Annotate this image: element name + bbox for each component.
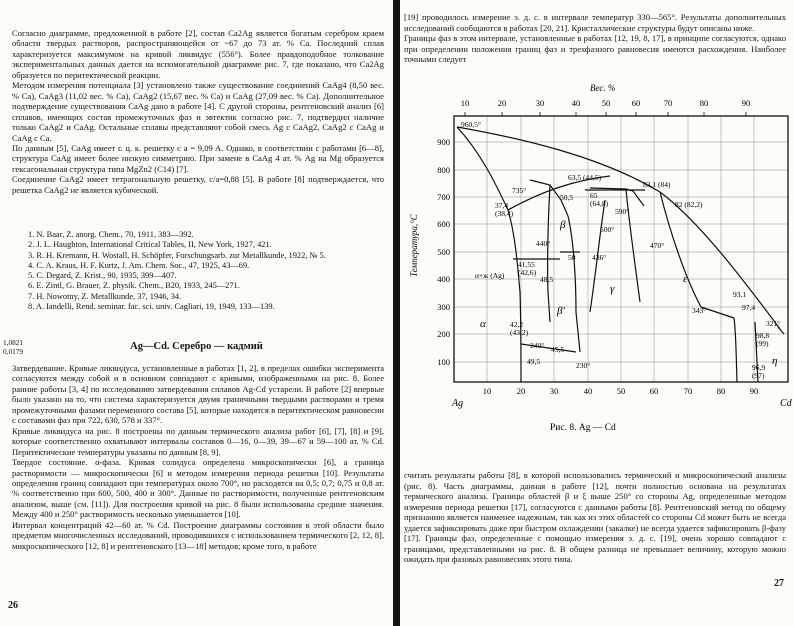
bottom-tick: 60 (649, 386, 659, 396)
left-tick: 500 (437, 247, 450, 257)
annotation: 436° (592, 253, 607, 262)
top-tick: 90 (741, 98, 751, 108)
page-number-left: 26 (8, 600, 18, 611)
bottom-ticks (483, 386, 759, 396)
phase-label: β' (557, 305, 565, 317)
beta-left (548, 185, 550, 322)
reference-item: 7. H. Nowotny, Z. Metallkunde, 37, 1946, 34. (28, 291, 182, 301)
top-tick: 50 (601, 98, 611, 108)
annotation: 63,5 (44,5) (568, 173, 602, 182)
phase-label: ε (683, 273, 688, 285)
x-left-label: Ag (452, 398, 464, 409)
grid (454, 116, 788, 382)
cd-melting (778, 327, 784, 334)
beta-right (568, 216, 580, 352)
annotation: 50,5 (560, 193, 574, 202)
annotation: 37,4 (38,4) (495, 201, 514, 218)
phase-label: α (480, 318, 486, 330)
top-tick: 60 (631, 98, 641, 108)
left-tick: 300 (437, 302, 450, 312)
annotation: 49,5 (527, 357, 541, 366)
book-gutter (393, 0, 400, 626)
annotation: 41,55 (42,6) (518, 260, 537, 277)
y-axis-label: Температура,°С (409, 214, 419, 277)
bottom-tick: 80 (716, 386, 726, 396)
annotation: 65 (64,8) (590, 191, 609, 208)
diagram-annotations (461, 120, 780, 380)
bottom-tick: 50 (616, 386, 626, 396)
reference-item: 3. R. H. Kremann, H. Wostall, H. Schöpfer, Forschungsarb. zur Metallkunde, 1922, № 5. (28, 250, 326, 260)
alpha-solvus (457, 127, 521, 382)
left-tick: 600 (437, 219, 450, 229)
reference-item: 1. N. Baar, Z. anorg. Chem., 70, 1911, 383—392. (28, 230, 194, 239)
left-page (0, 0, 393, 626)
left-body-text: Затвердевание. Кривые ликвидуса, установленные в работах [1, 2], в пределах ошибки эксперимента согласуются между собой и в основном совпадают с кривыми, изображенными на рис. 8. Более ранние работы [3, 4] по исследованию затвердевания сплавов Ag-Cd устарели. В работе [2] впервые было указано на то, что система характеризуется двумя граничными твердыми растворами и тремя промежуточными фазами переменного состава [5], которые находятся в перитектическом равновесии с составами фаз при 722, 630, 578 и 337°. Кривые ликвидуса на рис. 8 построены по данным термического анализа работ [6], [7], [8] и [9], которые соответственно охватывают интервалы составов 0—16, 0—39, 39—67 и 59—100 ат. % Cd. Перитектические температуры указаны по данным [8, 9]. Твердое состояние. α-фаза. Кривая солидуса определена микроскопически [6], а граница растворимости — микроскопически [6] и методом измерения периода решетки [10]. Результаты определения границ совпадают при температурах около 700°, но расходятся на 0,5; 0,7; 0,75 и 0,8 ат. % соответственно при 600, 500, 400 и 300°. Данные по растворимости, полученные рентгеновским анализом, выше (см. [11]). Для построения кривой на рис. 8 были использованы средние значения. Между 400 и 250° растворимость несколько уменьшается [10]. Интервал концентраций 42—60 ат. % Cd. Построение диаграммы состояния в этой области было предметом многочисленных исследований, проводившихся с использованием термического [2, 12, 8], микроскопического [12, 8] и рентгеновского [13—18] методов; кроме того, в работе (12, 363, 384, 551)
annotation: 960,5° (461, 120, 481, 129)
annotation: 470° (650, 241, 665, 250)
annotation: 321° (766, 319, 781, 328)
annotation: 735° (512, 186, 527, 195)
annotation: α+ж (Ag) (475, 271, 505, 280)
epsilon-right (734, 318, 737, 382)
annotation: 83,1 (84) (643, 180, 671, 189)
gamma-right (626, 189, 640, 302)
phase-boundaries (457, 127, 784, 382)
phase-label: η (772, 355, 778, 367)
top-axis-label: Вес. % (590, 83, 616, 93)
annotation: 500° (600, 225, 615, 234)
bottom-tick: 70 (683, 386, 693, 396)
annotation: 42,2 (43,2) (510, 320, 529, 337)
top-tick: 40 (571, 98, 581, 108)
x-right-label: Cd (780, 398, 792, 409)
bottom-tick: 90 (749, 386, 759, 396)
left-references (28, 230, 383, 312)
phase-diagram (400, 82, 794, 462)
annotation: 82 (82,2) (675, 200, 703, 209)
annotation: 240° (530, 341, 545, 350)
annotation: 50 (568, 253, 576, 262)
top-tick: 70 (663, 98, 673, 108)
top-ticks (461, 98, 751, 108)
liquidus-curve (457, 127, 780, 329)
reference-item: 5. C. Degard, Z. Krist., 90, 1935, 399—407. (28, 271, 177, 281)
figure-caption: Рис. 8. Ag — Cd (550, 423, 616, 433)
right-page (400, 0, 794, 626)
annotation: 590° (615, 207, 630, 216)
annotation: 48,5 (540, 275, 554, 284)
left-intro-text: Согласно диаграмме, предложенной в работе [2], состав Ca2Ag является богатым серебром краем области твердых растворов, распространяющейся от ~67 до 73 ат. % Ca. Последний сплав характеризуется максимумом на кривой ликвидус (556°). Более правдоподобное толкование экспериментальных данных дается на вспомогательной диаграмме рис. 7, где показано, что Ca2Ag образуется по перитектической реакции. Методом измерения потенциала [3] установлено также существование соединений CaAg4 (8,50 вес. % Ca), CaAg3 (11,02 вес. % Ca), CaAg2 (15,67 вес. % Ca) и CaAg (27,09 вес. % Ca). Дополнительное подтверждение существования CaAg дано в работе [4]. С другой стороны, рентгеновский анализ [6] сплавов, имеющих состав промежуточных фаз и эвтектик согласно рис. 7, подтвердил наличие только CaAg2 и CaAg. Остальные сплавы представляют собой смесь Ag с CaAg2, CaAg2 с CaAg и CaAg с Ca. По данным [5], CaAg имеет г. ц. к. решетку с a = 9,09 A. Однако, в соответствии с работами [6—8], структура CaAg имеет более низкую симметрию. При замене в CaAg 4 ат. % Ag на Mg образуется гексагональная структура типа MgZn2 (C14) [7]. Соединение CaAg2 имеет тетрагональную решетку, c/a=0,88 [5]. В работе [8] подтверждается, что решетка CaAg2 не является кубической. (12, 28, 384, 195)
reference-item: 4. C. A. Kraus, H. F. Kurtz, J. Am. Chem. Soc., 47, 1925, 43—69. (28, 260, 250, 270)
annotation: 45,5 (551, 345, 565, 354)
annotation: 97,4 (742, 303, 756, 312)
top-tick: 80 (699, 98, 709, 108)
annotation: 93,1 (733, 290, 747, 299)
phase-label: γ (610, 283, 615, 295)
bottom-tick: 30 (549, 386, 559, 396)
page-number-right: 27 (774, 578, 784, 589)
reference-item: 2. J. L. Haughton, International Critical Tables, II, New York, 1927, 421. (28, 240, 272, 250)
left-ticks (437, 137, 450, 367)
left-tick: 700 (437, 192, 450, 202)
phase-label: β (560, 219, 566, 231)
right-bottom-text: считать результаты работы [8], в которой использовались термический и микроскопический анализы (рис. 8). Часть диаграммы, данная в работе [12], почти полностью основана на результатах термического анализа. Границы областей β и ξ выше 250° со стороны Ag, определенные методом измерения периода решетки [17], согласуются с данными работы [8]. Рентгеновский метод по общему признанию является наименее надежным, так как из этих областей со стороны Cd может быть не всегда удается зафиксировать даже при быстром охлаждении (закалке) не всегда удается зафиксировать β-фазу [17]. Границы фаз, определенные с помощью измерения э. д. с. [19], очень хорошо совпадают с границами, представленными на рис. 8. В общем разница не превышает величину, которую можно ожидать при фазовых равновесиях этого типа. (404, 470, 786, 564)
annotation: 230° (576, 361, 591, 370)
reference-item: 8. A. Iandelli, Rend. seminar. fac. sci. univ. Cagliari, 19, 1949, 133—139. (28, 302, 275, 312)
bottom-tick: 10 (482, 386, 492, 396)
annotation: 440° (536, 239, 551, 248)
annotation: 98,8 (99) (756, 331, 770, 348)
bottom-tick: 20 (516, 386, 526, 396)
annotation: 343° (692, 306, 707, 315)
annotation: 96,9 (97) (752, 363, 766, 380)
left-tick: 800 (437, 165, 450, 175)
section-heading: Ag—Cd. Серебро — кадмий (130, 341, 263, 352)
left-tick: 400 (437, 274, 450, 284)
margin-numbers: 1,0821 0,0179 (3, 338, 24, 356)
top-tick: 10 (460, 98, 470, 108)
reference-item: 6. E. Zintl, G. Brauer, Z. physik. Chem., B20, 1933, 245—271. (28, 281, 240, 291)
bottom-tick: 40 (583, 386, 593, 396)
top-tick: 20 (497, 98, 507, 108)
left-tick: 100 (437, 357, 450, 367)
top-tick: 30 (535, 98, 545, 108)
right-top-text: [19] проводилось измерение э. д. с. в интервале температур 330—565°. Результаты дополнительных исследований сообщаются в работах [20, 21]. Кристаллические структуры будут описаны ниже. Границы фаз в этом интервале, установленные в работах [12, 19, 8, 17], в принципе согласуются, однако при определении положения границ фаз и трехфазного равновесия имеются расхождения. Наиболее точными следует (404, 12, 786, 64)
left-tick: 200 (437, 329, 450, 339)
left-tick: 900 (437, 137, 450, 147)
